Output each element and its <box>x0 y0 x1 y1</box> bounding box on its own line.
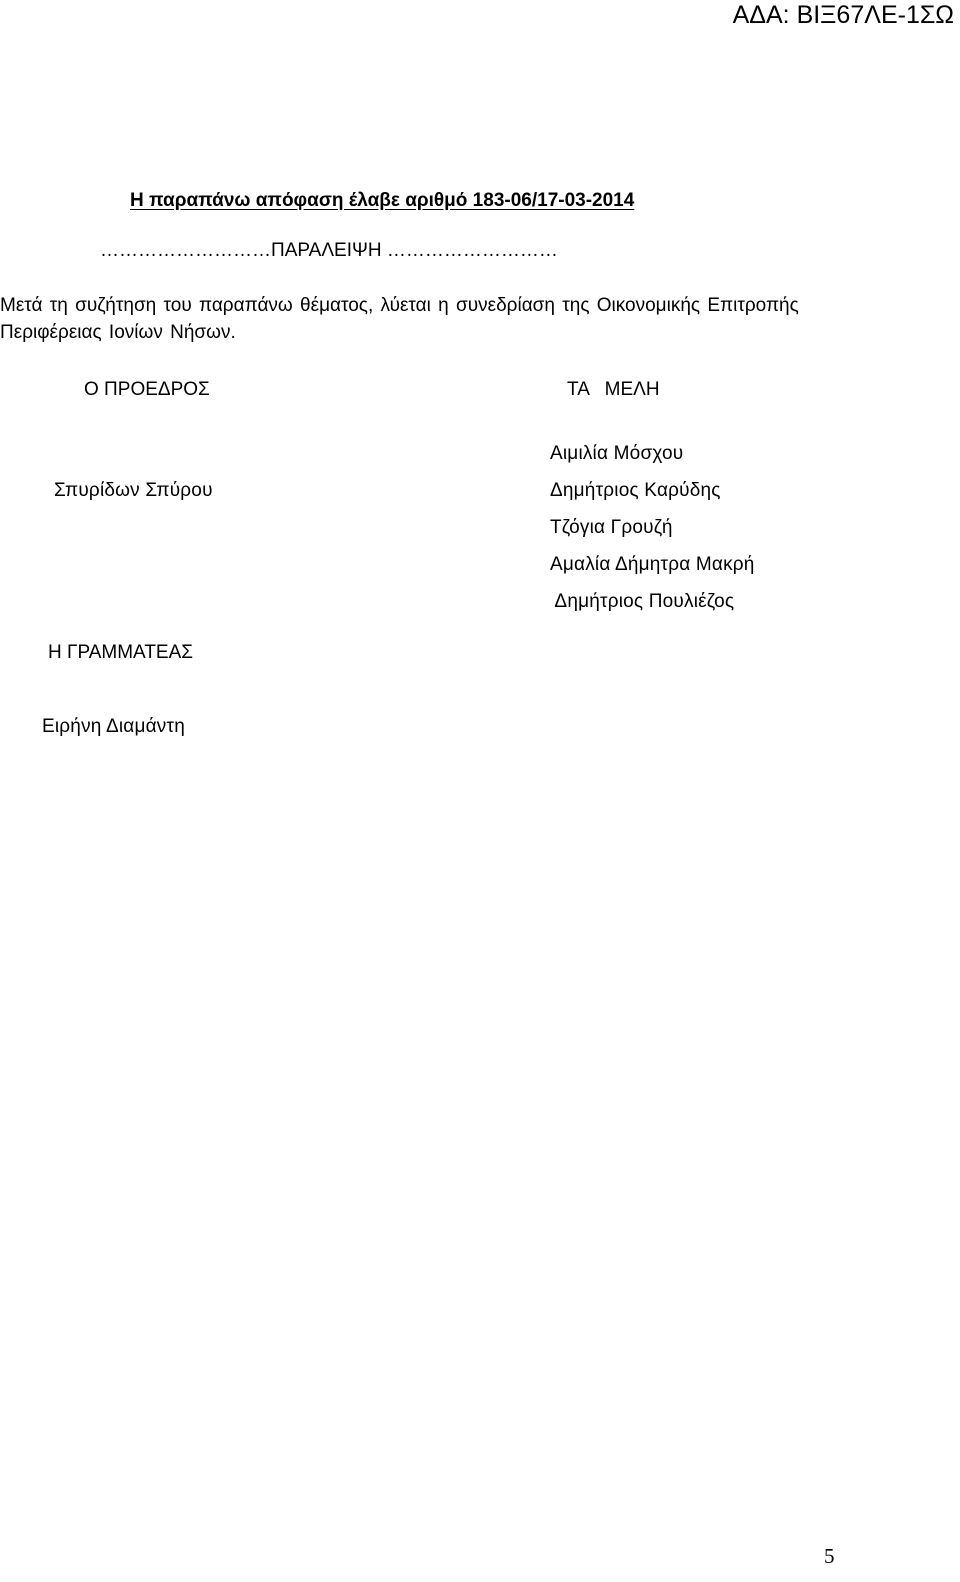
president-title: Ο ΠΡΟΕΔΡΟΣ <box>84 379 210 400</box>
ada-identifier: ΑΔΑ: ΒΙΞ67ΛΕ-1ΣΩ <box>732 1 954 29</box>
member-name: Δημήτριος Καρύδης <box>550 480 721 501</box>
member-name: Τζόγια Γρουζή <box>550 517 673 538</box>
secretary-name: Ειρήνη Διαμάντη <box>42 716 185 737</box>
president-name: Σπυρίδων Σπύρου <box>54 480 213 501</box>
closing-paragraph: Μετά τη συζήτηση του παραπάνω θέματος, λύεται η συνεδρίαση της Οικονομικής Επιτροπής Περιφέρειας Ιονίων Νήσων. <box>0 295 799 343</box>
page-number: 5 <box>824 1544 835 1568</box>
member-name: Αιμιλία Μόσχου <box>550 443 684 464</box>
member-name: Δημήτριος Πουλιέζος <box>550 591 735 612</box>
decision-number-line: Η παραπάνω απόφαση έλαβε αριθμό 183-06/17-03-2014 <box>130 190 635 211</box>
members-title: ΤΑ ΜΕΛΗ <box>567 379 660 400</box>
members-list <box>550 442 755 627</box>
member-name: Αμαλία Δήμητρα Μακρή <box>550 554 755 575</box>
omission-line: ………………………ΠΑΡΑΛΕΙΨΗ ……………………… <box>100 240 558 261</box>
secretary-title: Η ΓΡΑΜΜΑΤΕΑΣ <box>48 642 194 663</box>
